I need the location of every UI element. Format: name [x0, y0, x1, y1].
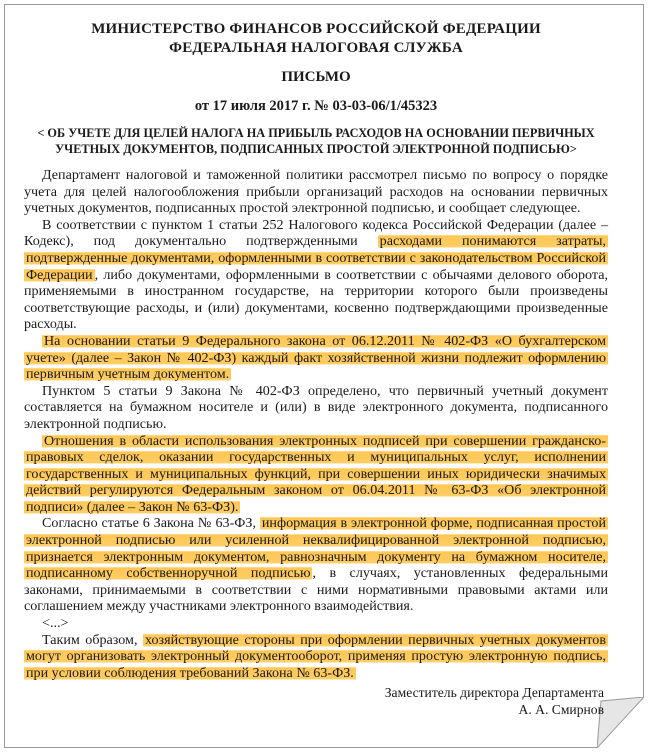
document-date-number: от 17 июля 2017 г. № 03-03-06/1/45323 — [194, 98, 438, 114]
paragraph-6 — [24, 515, 608, 615]
paragraph-2-text-end: , либо документами, оформленными в соответствии с обычаями делового оборота, применяемыми в иностранном государстве, на территории которого были произведены соответствующие расходы, и (или) документами, косвенно подтверждающими произведенные расходы. — [24, 266, 608, 333]
document-type: ПИСЬМО — [281, 69, 351, 85]
signer-position: Заместитель директора Департамента — [384, 685, 604, 701]
paragraph-6-text-start: Согласно статье 6 Закона № 63-ФЗ, — [42, 515, 260, 532]
highlighted-text: расходами понимаются затраты, подтвержденные документами, оформленными в соответствии с законодательством Российской Федерации — [26, 233, 607, 283]
paragraph-4-text: Пунктом 5 статьи 9 Закона № 402-ФЗ определено, что первичный учетный документ составляется на бумажном носителе и (или) в виде электронного документа, подписанного электронной подписью. — [24, 382, 608, 432]
paragraph-1-text: Департамент налоговой и таможенной политики рассмотрел письмо по вопросу о порядке учета для целей налогообложения прибыли организаций расходов на основании первичных учетных документов, подписанных простой электронной подписью, и сообщает следующее. — [24, 167, 608, 217]
ministry-heading: МИНИСТЕРСТВО ФИНАНСОВ РОССИЙСКОЙ ФЕДЕРАЦИИ — [91, 21, 541, 37]
paragraph-4 — [24, 383, 608, 433]
paragraph-7-text-start: Таким образом, — [42, 631, 143, 648]
highlighted-text: На основании статьи 9 Федерального закона от 06.12.2011 № 402-ФЗ «О бухгалтерском учете» (далее – Закон № 402-ФЗ) каждый факт хозяйственной жизни подлежит оформлению первичным учетным документом. — [26, 332, 606, 383]
signer-name: А. А. Смирнов — [518, 702, 604, 718]
highlighted-text: Отношения в области использования электронных подписей при совершении гражданско-правовых сделок, оказании государственных и муниципальных услуг, исполнении государственных и муниципальных функций, при совершении иных юридически значимых действий регулируются Федеральным законом от 06.04.2011 № 63-ФЗ «Об электронной подписи» (далее – Закон № 63-ФЗ). — [26, 432, 606, 515]
letter-content — [24, 20, 608, 718]
service-heading: ФЕДЕРАЛЬНАЯ НАЛОГОВАЯ СЛУЖБА — [169, 40, 463, 56]
paragraph-7 — [24, 632, 608, 682]
document-subject: < ОБ УЧЕТЕ ДЛЯ ЦЕЛЕЙ НАЛОГА НА ПРИБЫЛЬ РАСХОДОВ НА ОСНОВАНИИ ПЕРВИЧНЫХ УЧЕТНЫХ ДОКУМЕНТОВ, ПОДПИСАННЫХ ПРОСТОЙ ЭЛЕКТРОННОЙ ПОДПИСЬЮ> — [37, 126, 595, 156]
paragraph-2 — [24, 217, 608, 333]
paragraph-1 — [24, 167, 608, 217]
highlighted-text: информация в электронной форме, подписанная простой электронной подписью или усиленной неквалифицированной электронной подписью, признается электронным документом, равнозначным документу на бумажном носителе, подписанному собственноручной подписью — [26, 515, 606, 582]
paragraph-3 — [24, 333, 608, 383]
paragraph-6-text-end: , в случаях, установленных федеральными законами, принимаемыми в соответствии с ними нормативными правовыми актами или соглашением между участниками электронного взаимодействия. — [24, 565, 609, 615]
omission-mark: <...> — [42, 615, 69, 632]
paragraph-2-text-start: В соответствии с пунктом 1 статьи 252 Налогового кодекса Российской Федерации (далее – Кодекс), под документально подтвержденными — [24, 216, 608, 250]
highlighted-text: хозяйствующие стороны при оформлении первичных учетных документов могут организовать электронный документооборот, применяя простую электронную подпись, при условии соблюдения требований Закона № 63-ФЗ. — [26, 631, 606, 681]
signature-block — [24, 684, 608, 718]
paragraph-5 — [24, 433, 608, 516]
